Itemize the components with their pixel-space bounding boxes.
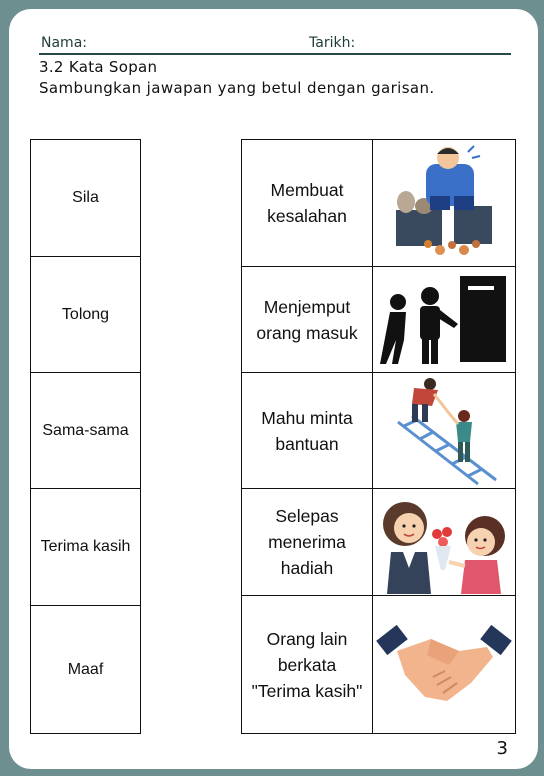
situation-row[interactable] [242,267,515,373]
worksheet-instruction: Sambungkan jawapan yang betul dengan garisan. [39,79,435,97]
situation-row[interactable] [242,140,515,267]
handshake-icon [373,596,515,733]
situation-row[interactable] [242,373,515,489]
word-column [30,139,141,734]
worksheet-page [9,9,538,769]
situation-text: Membuat kesalahan [242,140,373,266]
word-cell[interactable]: Sama-sama [31,373,140,489]
situation-text: Orang lain berkata "Terima kasih" [242,596,373,733]
word-cell[interactable]: Tolong [31,257,140,373]
word-cell[interactable]: Terima kasih [31,489,140,606]
word-cell[interactable]: Sila [31,140,140,257]
header-rule [39,53,511,55]
nama-label: Nama: [41,35,87,51]
worksheet-subtitle: 3.2 Kata Sopan [39,58,158,76]
situation-table [241,139,516,734]
tarikh-label: Tarikh: [309,35,356,51]
word-cell[interactable]: Maaf [67,660,104,678]
situation-row[interactable] [242,596,515,733]
situation-row[interactable] [242,489,515,596]
boy-breaking-pots-icon [373,140,515,266]
giving-flowers-icon [373,489,515,595]
helping-hand-ladder-icon [373,373,515,488]
situation-text: Mahu minta bantuan [242,373,373,488]
page-number: 3 [496,738,508,759]
situation-text: Menjemput orang masuk [242,267,373,372]
person-inviting-guest-icon [373,267,515,372]
situation-text: Selepas menerima hadiah [242,489,373,595]
